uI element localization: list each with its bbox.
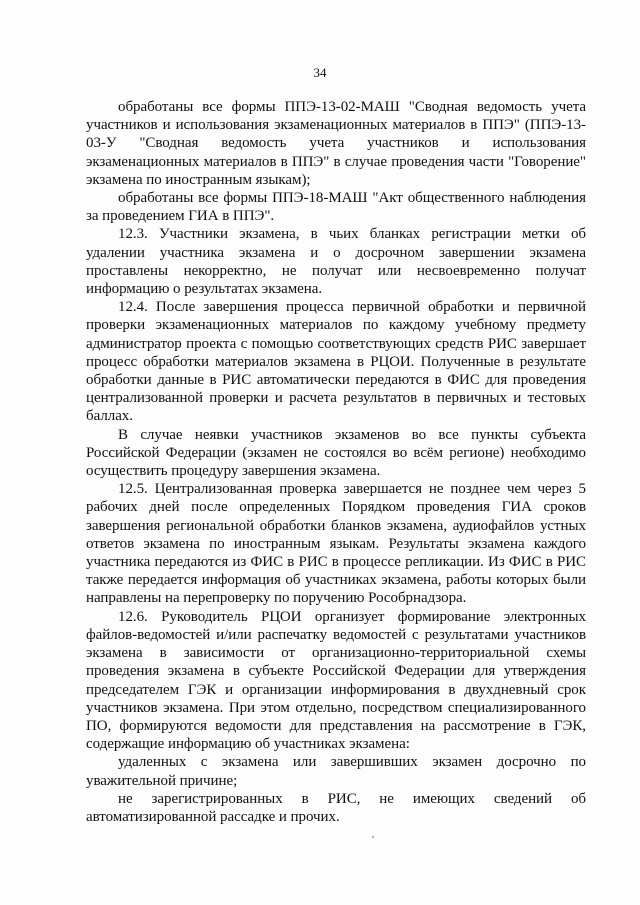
paragraph-12-4: 12.4. После завершения процесса первичной обработки и первичной проверки экзаменационных материалов по каждому учебному предмету администратор проекта с помощью соответствующих средств РИС завершает процесс обработки материалов экзамена в РЦОИ. Полученные в результате обработки данные в РИС автоматически передаются в ФИС для проведения централизованной проверки и расчета результатов в первичных и тестовых баллах.: [86, 299, 586, 425]
page-number: 34: [313, 65, 327, 80]
document-body: [86, 98, 586, 826]
paragraph-12-5: 12.5. Централизованная проверка завершается не позднее чем через 5 рабочих дней после определенных Порядком проведения ГИА сроков завершения региональной обработки бланков экзамена, аудиофайлов устных ответов экзамена по иностранным языкам. Результаты экзамена каждого участника передаются из ФИС в РИС в процессе репликации. Из ФИС в РИС также передается информация об участниках экзамена, работы которых были направлены на перепроверку по поручению Рособрнадзора.: [86, 481, 586, 607]
paragraph-forms-13-02: обработаны все формы ППЭ-13-02-МАШ "Сводная ведомость учета участников и использования экзаменационных материалов в ППЭ" (ППЭ-13-03-У "Сводная ведомость учета участников и использования экзаменационных материалов в ППЭ" в случае проведения части "Говорение" экзамена по иностранным языкам);: [86, 99, 586, 188]
paragraph-removed-participants: удаленных с экзамена или завершивших экзамен досрочно по уважительной причине;: [86, 754, 586, 789]
scan-speck: [372, 836, 374, 838]
paragraph-12-3: 12.3. Участники экзамена, в чьих бланках регистрации метки об удалении участника экзамена и о досрочном завершении экзамена проставлены некорректно, не получат или несвоевременно получат информацию о результатах экзамена.: [86, 226, 586, 298]
paragraph-forms-18: обработаны все формы ППЭ-18-МАШ "Акт общественного наблюдения за проведением ГИА в ППЭ".: [86, 190, 586, 225]
paragraph-12-6: 12.6. Руководитель РЦОИ организует формирование электронных файлов-ведомостей и/или распечатку ведомостей с результатами участников экзамена в зависимости от организационно-территориальной схемы проведения экзамена в субъекте Российской Федерации для утверждения председателем ГЭК и организации информирования в двухдневный срок участников экзамена. При этом отдельно, посредством специализированного ПО, формируются ведомости для представления на рассмотрение в ГЭК, содержащие информацию об участниках экзамена:: [86, 608, 586, 753]
paragraph-unregistered-participants: не зарегистрированных в РИС, не имеющих сведений об автоматизированной рассадке и прочих.: [86, 790, 586, 825]
paragraph-no-show: В случае неявки участников экзаменов во все пункты субъекта Российской Федерации (экзамен не состоялся во всём регионе) необходимо осуществить процедуру завершения экзамена.: [86, 426, 586, 480]
